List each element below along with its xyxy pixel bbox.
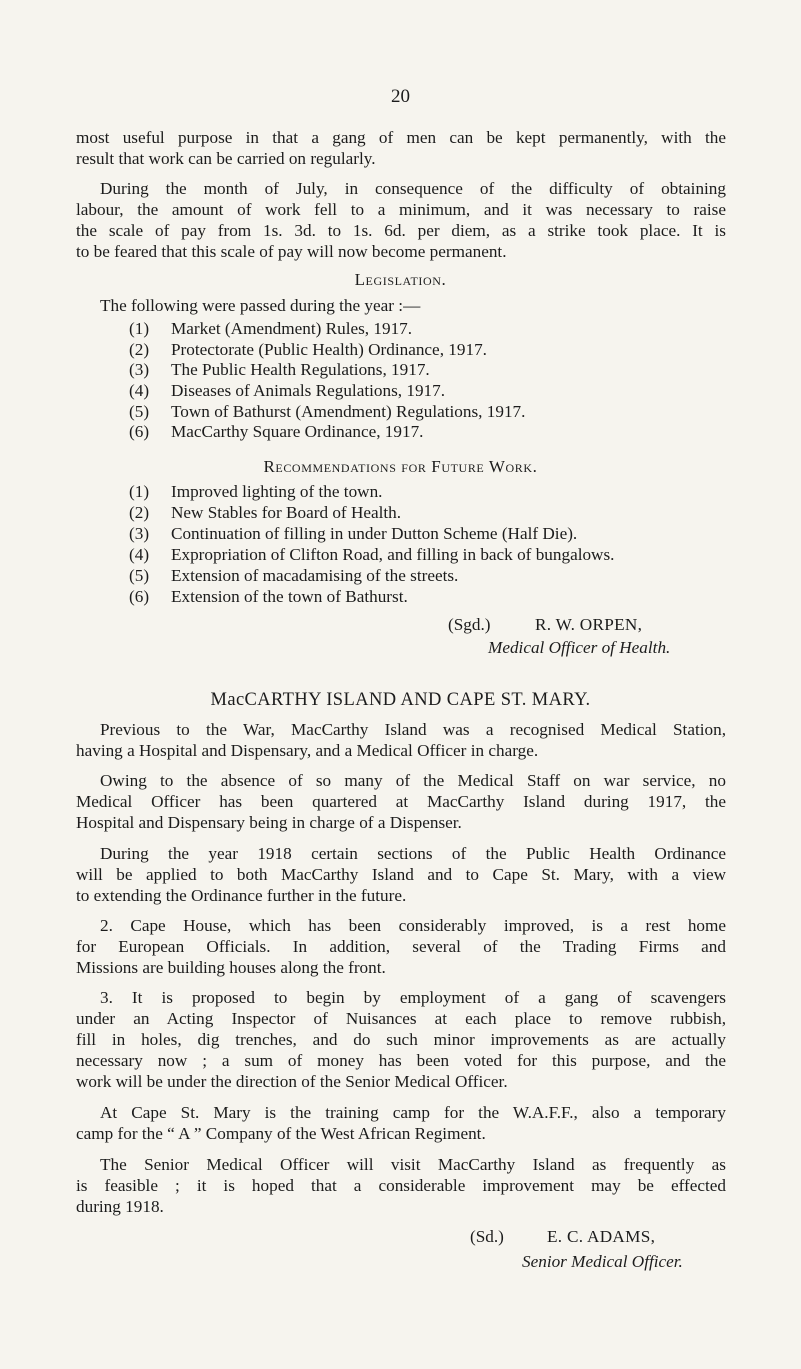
adams-signature-name: E. C. ADAMS, [547,1227,656,1246]
macarthy-p4-line-3: Missions are building houses along the front. [76,958,386,977]
intro-p2-line-3: the scale of pay from 1s. 3d. to 1s. 6d. per diem, as a strike took place. It is [76,221,726,240]
legislation-item: (3) The Public Health Regulations, 1917. [129,360,430,379]
recommendation-item: (4) Expropriation of Clifton Road, and filling in back of bungalows. [129,545,615,564]
macarthy-p6-line-2: camp for the “ A ” Company of the West African Regiment. [76,1124,486,1143]
legislation-item: (6) MacCarthy Square Ordinance, 1917. [129,422,424,441]
macarthy-p7-line-1: The Senior Medical Officer will visit MacCarthy Island as frequently as [100,1155,726,1174]
legislation-lead: The following were passed during the year :— [100,296,421,315]
intro-p1-line-1: most useful purpose in that a gang of men can be kept permanently, with the [76,128,726,147]
orpen-signature-name: R. W. ORPEN, [535,615,643,634]
recommendation-item: (5) Extension of macadamising of the streets. [129,566,459,585]
recommendation-item: (3) Continuation of filling in under Dutton Scheme (Half Die). [129,524,578,543]
legislation-item: (1) Market (Amendment) Rules, 1917. [129,319,413,338]
recommendations-heading: Recommendations for Future Work. [263,457,538,476]
recommendation-item: (6) Extension of the town of Bathurst. [129,587,408,606]
intro-p2-line-1: During the month of July, in consequence of the difficulty of obtaining [100,179,726,198]
adams-signature-sgd: (Sd.) [470,1227,504,1246]
macarthy-p2-line-1: Owing to the absence of so many of the Medical Staff on war service, no [100,771,726,790]
macarthy-p5-line-2: under an Acting Inspector of Nuisances at each place to remove rubbish, [76,1009,726,1028]
macarthy-p1-line-2: having a Hospital and Dispensary, and a Medical Officer in charge. [76,741,539,760]
macarthy-p3-line-1: During the year 1918 certain sections of the Public Health Ordinance [100,844,726,863]
macarthy-p2-line-3: Hospital and Dispensary being in charge of a Dispenser. [76,813,462,832]
recommendation-item: (2) New Stables for Board of Health. [129,503,402,522]
macarthy-p5-line-1: 3. It is proposed to begin by employment of a gang of scavengers [100,988,726,1007]
legislation-item: (2) Protectorate (Public Health) Ordinance, 1917. [129,340,487,359]
macarthy-p7-line-2: is feasible ; it is hoped that a considerable improvement may be effected [76,1176,726,1195]
legislation-heading: Legislation. [354,270,447,289]
macarthy-p4-line-1: 2. Cape House, which has been considerably improved, is a rest home [100,916,726,935]
macarthy-p5-line-3: fill in holes, dig trenches, and do such minor improvements as are actually [76,1030,726,1049]
intro-p2-line-4: to be feared that this scale of pay will now become permanent. [76,242,507,261]
macarthy-p5-line-5: work will be under the direction of the Senior Medical Officer. [76,1072,508,1091]
macarthy-p4-line-2: for European Officials. In addition, several of the Trading Firms and [76,937,726,956]
macarthy-heading: MacCARTHY ISLAND AND CAPE ST. MARY. [210,690,591,710]
macarthy-p3-line-2: will be applied to both MacCarthy Island and to Cape St. Mary, with a view [76,865,726,884]
legislation-item: (4) Diseases of Animals Regulations, 1917. [129,381,446,400]
adams-signature-title: Senior Medical Officer. [522,1252,683,1271]
macarthy-p2-line-2: Medical Officer has been quartered at MacCarthy Island during 1917, the [76,792,726,811]
intro-p2-line-2: labour, the amount of work fell to a minimum, and it was necessary to raise [76,200,726,219]
macarthy-p7-line-3: during 1918. [76,1197,164,1216]
macarthy-p5-line-4: necessary now ; a sum of money has been voted for this purpose, and the [76,1051,726,1070]
legislation-item: (5) Town of Bathurst (Amendment) Regulations, 1917. [129,402,526,421]
intro-p1-line-2: result that work can be carried on regularly. [76,149,376,168]
page-number: 20 [391,86,410,107]
macarthy-p3-line-3: to extending the Ordinance further in the future. [76,886,407,905]
macarthy-p6-line-1: At Cape St. Mary is the training camp for the W.A.F.F., also a temporary [100,1103,726,1122]
orpen-signature-title: Medical Officer of Health. [488,638,671,657]
recommendation-item: (1) Improved lighting of the town. [129,482,383,501]
orpen-signature-sgd: (Sgd.) [448,615,491,634]
macarthy-p1-line-1: Previous to the War, MacCarthy Island was a recognised Medical Station, [100,720,726,739]
